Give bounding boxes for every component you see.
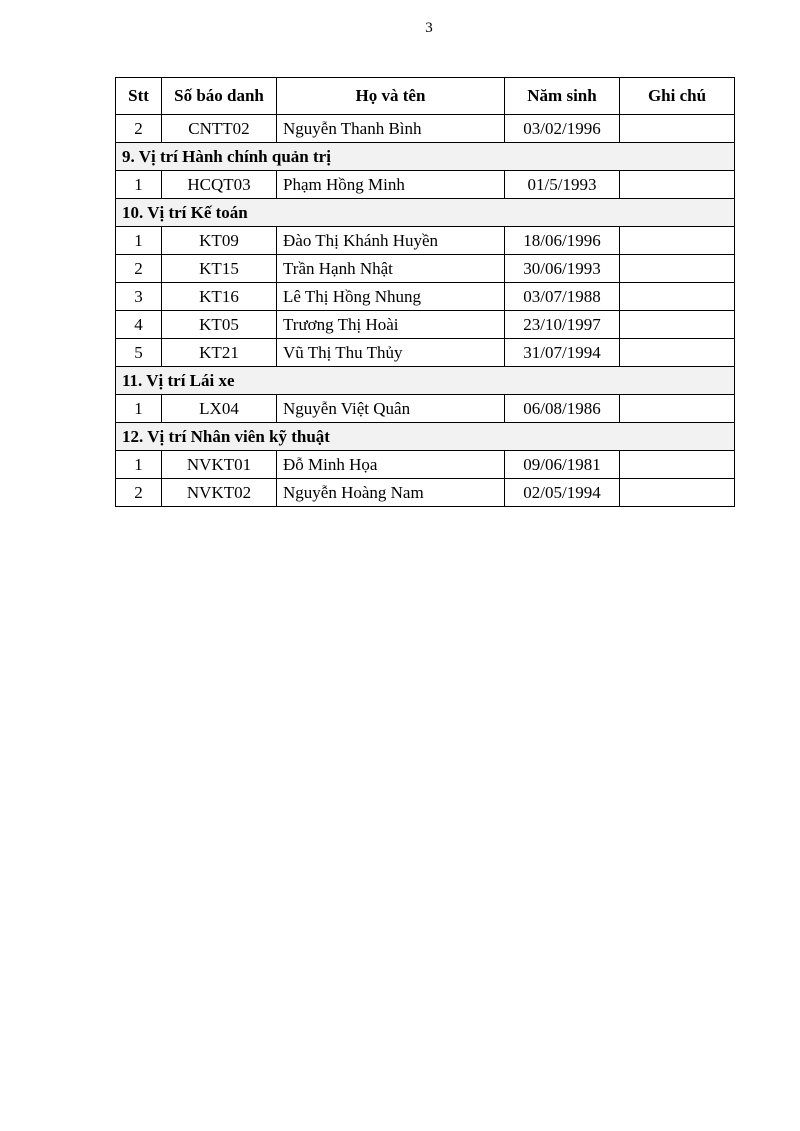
cell-ghi-chu	[620, 339, 735, 367]
cell-so-bao-danh: KT05	[162, 311, 277, 339]
table-row	[116, 227, 735, 255]
table-row	[116, 451, 735, 479]
cell-stt: 1	[116, 227, 162, 255]
cell-ho-va-ten: Nguyễn Thanh Bình	[277, 115, 505, 143]
table-row	[116, 479, 735, 507]
cell-nam-sinh: 06/08/1986	[505, 395, 620, 423]
section-row	[116, 367, 735, 395]
cell-so-bao-danh: KT21	[162, 339, 277, 367]
cell-so-bao-danh: KT16	[162, 283, 277, 311]
cell-nam-sinh: 01/5/1993	[505, 171, 620, 199]
header-so-bao-danh: Số báo danh	[162, 78, 277, 115]
cell-stt: 2	[116, 255, 162, 283]
section-row	[116, 423, 735, 451]
cell-nam-sinh: 31/07/1994	[505, 339, 620, 367]
table-row	[116, 171, 735, 199]
header-row	[116, 78, 735, 115]
cell-so-bao-danh: HCQT03	[162, 171, 277, 199]
table-row	[116, 115, 735, 143]
cell-ghi-chu	[620, 395, 735, 423]
table-row	[116, 395, 735, 423]
cell-stt: 1	[116, 395, 162, 423]
cell-ho-va-ten: Trần Hạnh Nhật	[277, 255, 505, 283]
section-row	[116, 143, 735, 171]
cell-ho-va-ten: Nguyễn Hoàng Nam	[277, 479, 505, 507]
cell-ho-va-ten: Đào Thị Khánh Huyền	[277, 227, 505, 255]
cell-so-bao-danh: KT09	[162, 227, 277, 255]
cell-ghi-chu	[620, 451, 735, 479]
cell-nam-sinh: 03/07/1988	[505, 283, 620, 311]
cell-nam-sinh: 23/10/1997	[505, 311, 620, 339]
section-title: 11. Vị trí Lái xe	[116, 367, 735, 395]
cell-ho-va-ten: Trương Thị Hoài	[277, 311, 505, 339]
cell-ghi-chu	[620, 171, 735, 199]
header-ghi-chu: Ghi chú	[620, 78, 735, 115]
cell-stt: 2	[116, 115, 162, 143]
cell-nam-sinh: 30/06/1993	[505, 255, 620, 283]
cell-ho-va-ten: Nguyễn Việt Quân	[277, 395, 505, 423]
cell-nam-sinh: 18/06/1996	[505, 227, 620, 255]
cell-nam-sinh: 03/02/1996	[505, 115, 620, 143]
cell-stt: 1	[116, 171, 162, 199]
cell-stt: 2	[116, 479, 162, 507]
section-title: 9. Vị trí Hành chính quản trị	[116, 143, 735, 171]
cell-so-bao-danh: NVKT02	[162, 479, 277, 507]
cell-ghi-chu	[620, 115, 735, 143]
table-body	[116, 115, 735, 507]
cell-ho-va-ten: Lê Thị Hồng Nhung	[277, 283, 505, 311]
table-row	[116, 283, 735, 311]
section-title: 12. Vị trí Nhân viên kỹ thuật	[116, 423, 735, 451]
cell-stt: 4	[116, 311, 162, 339]
candidate-table	[115, 77, 735, 507]
cell-ho-va-ten: Đỗ Minh Họa	[277, 451, 505, 479]
section-row	[116, 199, 735, 227]
cell-nam-sinh: 09/06/1981	[505, 451, 620, 479]
cell-stt: 1	[116, 451, 162, 479]
cell-ghi-chu	[620, 479, 735, 507]
cell-nam-sinh: 02/05/1994	[505, 479, 620, 507]
cell-ho-va-ten: Phạm Hồng Minh	[277, 171, 505, 199]
table-row	[116, 311, 735, 339]
cell-ghi-chu	[620, 283, 735, 311]
cell-ghi-chu	[620, 255, 735, 283]
table-row	[116, 255, 735, 283]
cell-stt: 3	[116, 283, 162, 311]
section-title: 10. Vị trí Kế toán	[116, 199, 735, 227]
table-row	[116, 339, 735, 367]
header-ho-va-ten: Họ và tên	[277, 78, 505, 115]
table-header	[116, 78, 735, 115]
cell-ho-va-ten: Vũ Thị Thu Thủy	[277, 339, 505, 367]
cell-so-bao-danh: KT15	[162, 255, 277, 283]
header-stt: Stt	[116, 78, 162, 115]
cell-stt: 5	[116, 339, 162, 367]
cell-ghi-chu	[620, 227, 735, 255]
cell-so-bao-danh: CNTT02	[162, 115, 277, 143]
cell-so-bao-danh: LX04	[162, 395, 277, 423]
page-number: 3	[425, 20, 433, 36]
cell-so-bao-danh: NVKT01	[162, 451, 277, 479]
cell-ghi-chu	[620, 311, 735, 339]
header-nam-sinh: Năm sinh	[505, 78, 620, 115]
